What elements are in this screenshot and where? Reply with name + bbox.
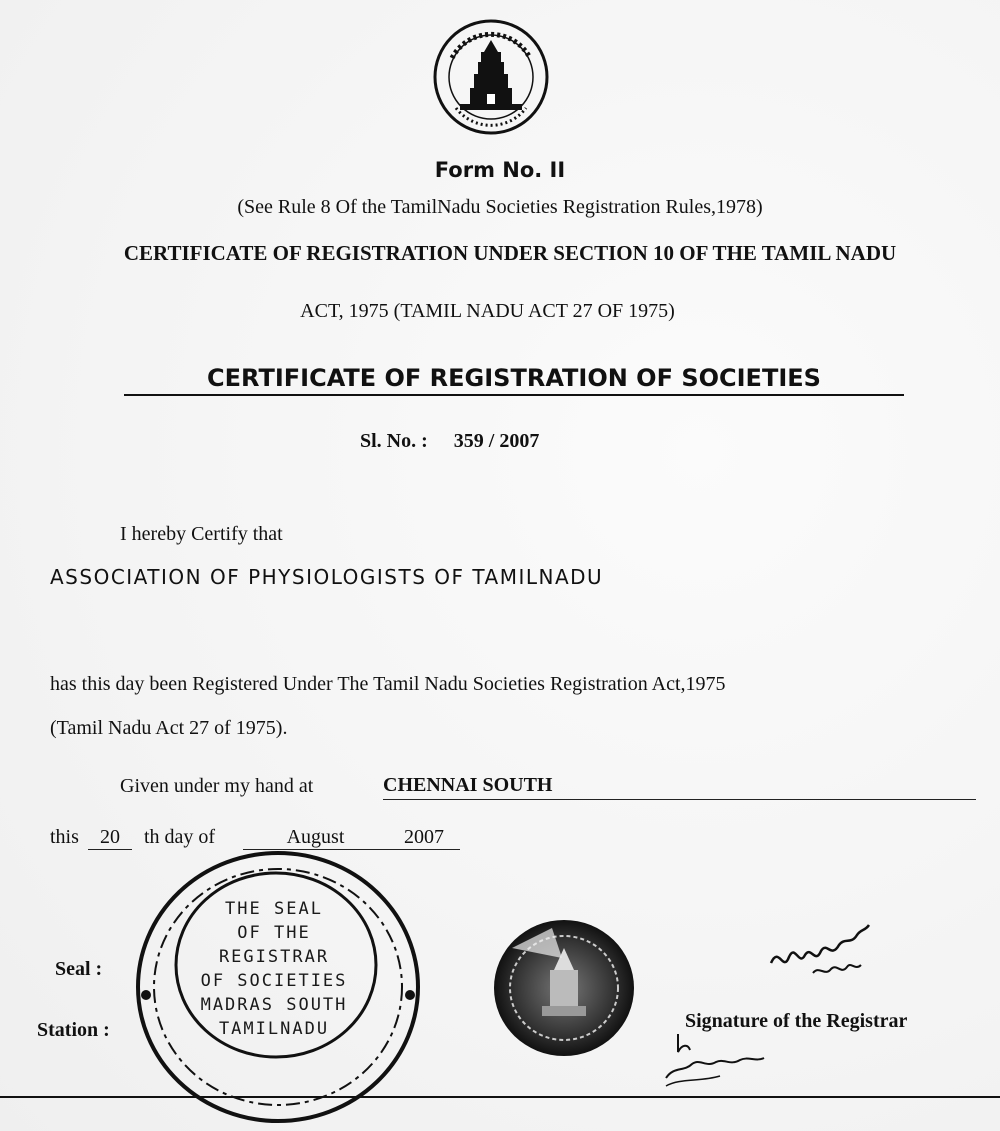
act-reference: ACT, 1975 (TAMIL NADU ACT 27 OF 1975)	[300, 300, 675, 322]
initials-signature-icon	[660, 1028, 770, 1088]
given-place: CHENNAI SOUTH	[383, 774, 976, 800]
certify-text: I hereby Certify that	[120, 523, 283, 545]
registrar-signature-icon	[765, 915, 875, 985]
this-label: this	[50, 826, 79, 848]
year-value: 2007	[388, 826, 460, 850]
day-value: 20	[88, 826, 132, 850]
th-day-of-label: th day of	[144, 826, 216, 848]
month-value: August	[243, 826, 388, 850]
registered-text: has this day been Registered Under The Tamil Nadu Societies Registration Act,1975	[50, 673, 726, 695]
given-label: Given under my hand at	[120, 775, 314, 797]
government-emblem-icon	[432, 18, 550, 136]
bottom-divider	[0, 1096, 1000, 1098]
rule-reference: (See Rule 8 Of the TamilNadu Societies Registration Rules,1978)	[237, 196, 763, 218]
serial-number	[360, 430, 539, 453]
embossed-seal-icon	[492, 918, 637, 1058]
station-label: Station :	[37, 1019, 110, 1041]
stamp-line: THE SEAL	[225, 899, 323, 919]
signature-label: Signature of the Registrar	[685, 1010, 908, 1032]
society-name: ASSOCIATION OF PHYSIOLOGISTS OF TAMILNADU	[50, 565, 604, 589]
stamp-line: OF SOCIETIES	[200, 971, 348, 991]
certificate-heading: CERTIFICATE OF REGISTRATION UNDER SECTION 10 OF THE TAMIL NADU	[123, 241, 897, 265]
serial-value: 359 / 2007	[453, 430, 540, 452]
stamp-text	[174, 897, 374, 1041]
act-text: (Tamil Nadu Act 27 of 1975).	[50, 717, 288, 739]
stamp-line: REGISTRAR	[218, 947, 330, 967]
form-number: Form No. II	[434, 158, 566, 182]
certificate-title: CERTIFICATE OF REGISTRATION OF SOCIETIES	[124, 364, 904, 396]
seal-label: Seal :	[55, 958, 103, 980]
stamp-line: OF THE	[237, 923, 311, 943]
stamp-line: MADRAS SOUTH	[200, 995, 348, 1015]
stamp-line: TAMILNADU	[218, 1019, 330, 1039]
serial-label: Sl. No. :	[360, 430, 428, 452]
